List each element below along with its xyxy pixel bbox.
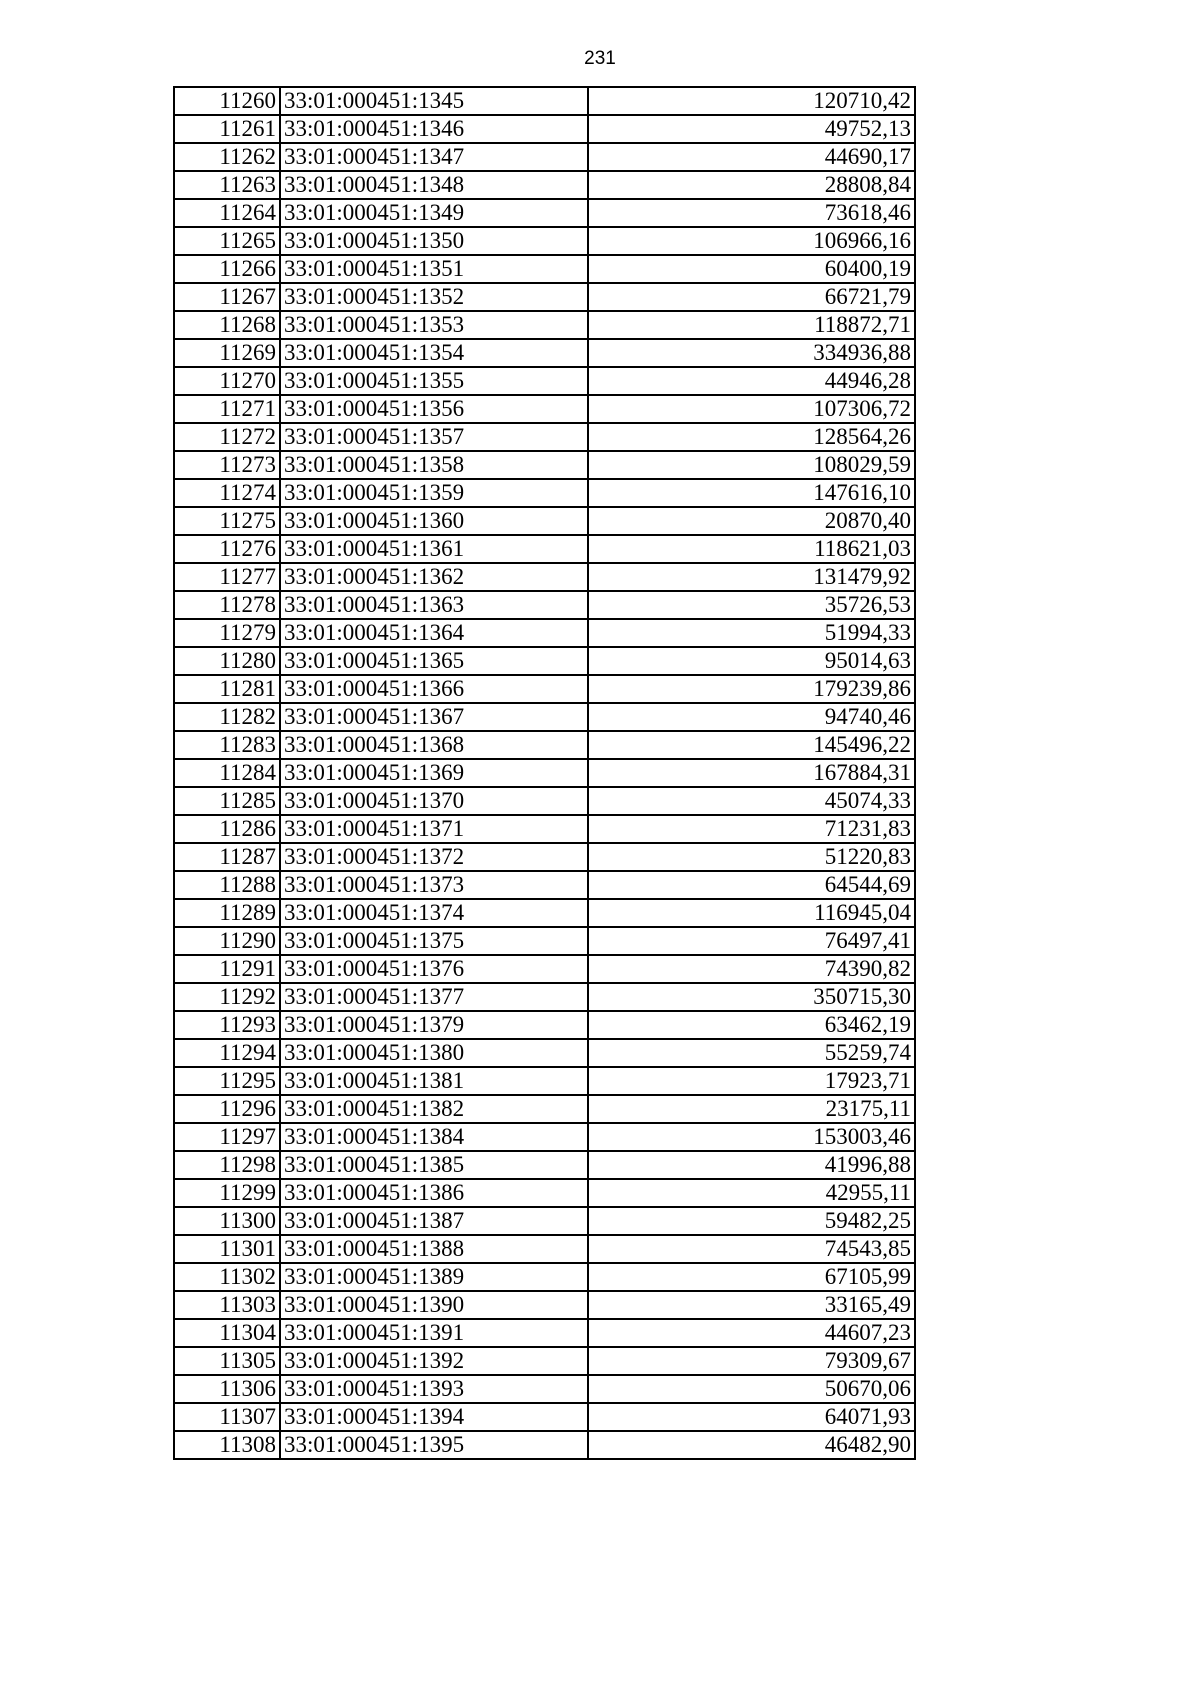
row-number-cell: 11285 xyxy=(174,787,280,815)
cadastral-number-cell: 33:01:000451:1376 xyxy=(280,955,588,983)
row-number-cell: 11300 xyxy=(174,1207,280,1235)
table-row xyxy=(174,255,915,283)
row-number-cell: 11306 xyxy=(174,1375,280,1403)
row-number-cell: 11267 xyxy=(174,283,280,311)
row-number-cell: 11303 xyxy=(174,1291,280,1319)
cadastral-value-cell: 79309,67 xyxy=(588,1347,915,1375)
cadastral-number-cell: 33:01:000451:1347 xyxy=(280,143,588,171)
cadastral-value-cell: 131479,92 xyxy=(588,563,915,591)
cadastral-number-cell: 33:01:000451:1388 xyxy=(280,1235,588,1263)
cadastral-value-cell: 108029,59 xyxy=(588,451,915,479)
cadastral-number-cell: 33:01:000451:1345 xyxy=(280,87,588,115)
table-row xyxy=(174,1403,915,1431)
cadastral-value-cell: 33165,49 xyxy=(588,1291,915,1319)
table-row xyxy=(174,367,915,395)
row-number-cell: 11296 xyxy=(174,1095,280,1123)
cadastral-number-cell: 33:01:000451:1371 xyxy=(280,815,588,843)
row-number-cell: 11275 xyxy=(174,507,280,535)
row-number-cell: 11261 xyxy=(174,115,280,143)
row-number-cell: 11282 xyxy=(174,703,280,731)
row-number-cell: 11269 xyxy=(174,339,280,367)
table-body xyxy=(174,87,915,1459)
cadastral-number-cell: 33:01:000451:1377 xyxy=(280,983,588,1011)
cadastral-value-cell: 20870,40 xyxy=(588,507,915,535)
row-number-cell: 11263 xyxy=(174,171,280,199)
row-number-cell: 11280 xyxy=(174,647,280,675)
cadastral-value-cell: 118621,03 xyxy=(588,535,915,563)
cadastral-number-cell: 33:01:000451:1391 xyxy=(280,1319,588,1347)
cadastral-value-cell: 334936,88 xyxy=(588,339,915,367)
table-row xyxy=(174,1151,915,1179)
cadastral-number-cell: 33:01:000451:1382 xyxy=(280,1095,588,1123)
row-number-cell: 11276 xyxy=(174,535,280,563)
cadastral-number-cell: 33:01:000451:1369 xyxy=(280,759,588,787)
cadastral-number-cell: 33:01:000451:1385 xyxy=(280,1151,588,1179)
cadastral-number-cell: 33:01:000451:1355 xyxy=(280,367,588,395)
cadastral-number-cell: 33:01:000451:1349 xyxy=(280,199,588,227)
row-number-cell: 11299 xyxy=(174,1179,280,1207)
cadastral-value-cell: 118872,71 xyxy=(588,311,915,339)
table-row xyxy=(174,899,915,927)
row-number-cell: 11290 xyxy=(174,927,280,955)
table-row xyxy=(174,1039,915,1067)
cadastral-number-cell: 33:01:000451:1351 xyxy=(280,255,588,283)
cadastral-value-cell: 28808,84 xyxy=(588,171,915,199)
row-number-cell: 11301 xyxy=(174,1235,280,1263)
table-row xyxy=(174,395,915,423)
cadastral-number-cell: 33:01:000451:1365 xyxy=(280,647,588,675)
table-row xyxy=(174,619,915,647)
cadastral-value-cell: 49752,13 xyxy=(588,115,915,143)
cadastral-value-cell: 63462,19 xyxy=(588,1011,915,1039)
cadastral-value-cell: 60400,19 xyxy=(588,255,915,283)
cadastral-value-cell: 44607,23 xyxy=(588,1319,915,1347)
cadastral-value-cell: 147616,10 xyxy=(588,479,915,507)
table-row xyxy=(174,1179,915,1207)
cadastral-number-cell: 33:01:000451:1387 xyxy=(280,1207,588,1235)
cadastral-value-cell: 44690,17 xyxy=(588,143,915,171)
cadastral-value-cell: 128564,26 xyxy=(588,423,915,451)
cadastral-number-cell: 33:01:000451:1350 xyxy=(280,227,588,255)
cadastral-number-cell: 33:01:000451:1366 xyxy=(280,675,588,703)
cadastral-value-cell: 116945,04 xyxy=(588,899,915,927)
table-row xyxy=(174,115,915,143)
cadastral-number-cell: 33:01:000451:1379 xyxy=(280,1011,588,1039)
row-number-cell: 11279 xyxy=(174,619,280,647)
cadastral-number-cell: 33:01:000451:1390 xyxy=(280,1291,588,1319)
row-number-cell: 11288 xyxy=(174,871,280,899)
cadastral-value-cell: 74390,82 xyxy=(588,955,915,983)
table-row xyxy=(174,983,915,1011)
cadastral-value-cell: 179239,86 xyxy=(588,675,915,703)
table-row xyxy=(174,1235,915,1263)
row-number-cell: 11270 xyxy=(174,367,280,395)
cadastral-value-cell: 74543,85 xyxy=(588,1235,915,1263)
cadastral-value-cell: 106966,16 xyxy=(588,227,915,255)
row-number-cell: 11284 xyxy=(174,759,280,787)
cadastral-value-cell: 51220,83 xyxy=(588,843,915,871)
cadastral-value-cell: 107306,72 xyxy=(588,395,915,423)
cadastral-value-cell: 50670,06 xyxy=(588,1375,915,1403)
cadastral-number-cell: 33:01:000451:1354 xyxy=(280,339,588,367)
table-row xyxy=(174,171,915,199)
cadastral-number-cell: 33:01:000451:1393 xyxy=(280,1375,588,1403)
row-number-cell: 11274 xyxy=(174,479,280,507)
cadastral-value-cell: 59482,25 xyxy=(588,1207,915,1235)
cadastral-number-cell: 33:01:000451:1363 xyxy=(280,591,588,619)
row-number-cell: 11266 xyxy=(174,255,280,283)
cadastral-number-cell: 33:01:000451:1357 xyxy=(280,423,588,451)
cadastral-number-cell: 33:01:000451:1368 xyxy=(280,731,588,759)
cadastral-value-cell: 167884,31 xyxy=(588,759,915,787)
table-row xyxy=(174,703,915,731)
cadastral-value-cell: 67105,99 xyxy=(588,1263,915,1291)
table-row xyxy=(174,339,915,367)
row-number-cell: 11294 xyxy=(174,1039,280,1067)
cadastral-number-cell: 33:01:000451:1360 xyxy=(280,507,588,535)
cadastral-value-cell: 45074,33 xyxy=(588,787,915,815)
page-number: 231 xyxy=(584,48,616,69)
row-number-cell: 11262 xyxy=(174,143,280,171)
cadastral-number-cell: 33:01:000451:1381 xyxy=(280,1067,588,1095)
row-number-cell: 11304 xyxy=(174,1319,280,1347)
table-row xyxy=(174,1067,915,1095)
cadastral-number-cell: 33:01:000451:1367 xyxy=(280,703,588,731)
cadastral-number-cell: 33:01:000451:1361 xyxy=(280,535,588,563)
cadastral-number-cell: 33:01:000451:1370 xyxy=(280,787,588,815)
row-number-cell: 11281 xyxy=(174,675,280,703)
table-row xyxy=(174,199,915,227)
cadastral-number-cell: 33:01:000451:1348 xyxy=(280,171,588,199)
table-row xyxy=(174,955,915,983)
cadastral-value-table xyxy=(173,86,916,1460)
cadastral-value-cell: 64071,93 xyxy=(588,1403,915,1431)
row-number-cell: 11289 xyxy=(174,899,280,927)
row-number-cell: 11308 xyxy=(174,1431,280,1459)
table-row xyxy=(174,927,915,955)
table-row xyxy=(174,1375,915,1403)
cadastral-value-cell: 73618,46 xyxy=(588,199,915,227)
cadastral-number-cell: 33:01:000451:1375 xyxy=(280,927,588,955)
cadastral-value-cell: 44946,28 xyxy=(588,367,915,395)
cadastral-number-cell: 33:01:000451:1362 xyxy=(280,563,588,591)
table-row xyxy=(174,507,915,535)
table-row xyxy=(174,563,915,591)
row-number-cell: 11260 xyxy=(174,87,280,115)
table-row xyxy=(174,647,915,675)
cadastral-number-cell: 33:01:000451:1373 xyxy=(280,871,588,899)
table-row xyxy=(174,759,915,787)
table-row xyxy=(174,675,915,703)
cadastral-value-cell: 66721,79 xyxy=(588,283,915,311)
cadastral-number-cell: 33:01:000451:1356 xyxy=(280,395,588,423)
row-number-cell: 11268 xyxy=(174,311,280,339)
row-number-cell: 11273 xyxy=(174,451,280,479)
table-row xyxy=(174,1011,915,1039)
table-row xyxy=(174,1319,915,1347)
cadastral-value-cell: 51994,33 xyxy=(588,619,915,647)
cadastral-value-cell: 64544,69 xyxy=(588,871,915,899)
cadastral-number-cell: 33:01:000451:1352 xyxy=(280,283,588,311)
cadastral-value-cell: 46482,90 xyxy=(588,1431,915,1459)
cadastral-value-cell: 35726,53 xyxy=(588,591,915,619)
cadastral-number-cell: 33:01:000451:1372 xyxy=(280,843,588,871)
cadastral-number-cell: 33:01:000451:1358 xyxy=(280,451,588,479)
cadastral-value-cell: 95014,63 xyxy=(588,647,915,675)
table-row xyxy=(174,1123,915,1151)
cadastral-number-cell: 33:01:000451:1386 xyxy=(280,1179,588,1207)
table-row xyxy=(174,451,915,479)
row-number-cell: 11298 xyxy=(174,1151,280,1179)
table-row xyxy=(174,311,915,339)
cadastral-value-cell: 42955,11 xyxy=(588,1179,915,1207)
table-row xyxy=(174,1431,915,1459)
table-row xyxy=(174,871,915,899)
cadastral-number-cell: 33:01:000451:1364 xyxy=(280,619,588,647)
cadastral-value-cell: 17923,71 xyxy=(588,1067,915,1095)
row-number-cell: 11283 xyxy=(174,731,280,759)
table-row xyxy=(174,1291,915,1319)
cadastral-value-cell: 145496,22 xyxy=(588,731,915,759)
row-number-cell: 11287 xyxy=(174,843,280,871)
row-number-cell: 11307 xyxy=(174,1403,280,1431)
row-number-cell: 11278 xyxy=(174,591,280,619)
cadastral-value-cell: 71231,83 xyxy=(588,815,915,843)
cadastral-number-cell: 33:01:000451:1389 xyxy=(280,1263,588,1291)
cadastral-value-cell: 94740,46 xyxy=(588,703,915,731)
table-row xyxy=(174,1207,915,1235)
row-number-cell: 11305 xyxy=(174,1347,280,1375)
row-number-cell: 11265 xyxy=(174,227,280,255)
table-row xyxy=(174,591,915,619)
row-number-cell: 11291 xyxy=(174,955,280,983)
cadastral-number-cell: 33:01:000451:1394 xyxy=(280,1403,588,1431)
table-row xyxy=(174,535,915,563)
cadastral-number-cell: 33:01:000451:1395 xyxy=(280,1431,588,1459)
row-number-cell: 11302 xyxy=(174,1263,280,1291)
table-row xyxy=(174,815,915,843)
table-row xyxy=(174,227,915,255)
row-number-cell: 11286 xyxy=(174,815,280,843)
cadastral-number-cell: 33:01:000451:1346 xyxy=(280,115,588,143)
row-number-cell: 11272 xyxy=(174,423,280,451)
cadastral-value-cell: 23175,11 xyxy=(588,1095,915,1123)
cadastral-number-cell: 33:01:000451:1392 xyxy=(280,1347,588,1375)
row-number-cell: 11292 xyxy=(174,983,280,1011)
table-row xyxy=(174,423,915,451)
row-number-cell: 11271 xyxy=(174,395,280,423)
cadastral-number-cell: 33:01:000451:1359 xyxy=(280,479,588,507)
table-row xyxy=(174,1263,915,1291)
table-row xyxy=(174,787,915,815)
cadastral-value-cell: 76497,41 xyxy=(588,927,915,955)
cadastral-value-cell: 41996,88 xyxy=(588,1151,915,1179)
row-number-cell: 11277 xyxy=(174,563,280,591)
cadastral-number-cell: 33:01:000451:1353 xyxy=(280,311,588,339)
row-number-cell: 11293 xyxy=(174,1011,280,1039)
table-row xyxy=(174,1095,915,1123)
row-number-cell: 11264 xyxy=(174,199,280,227)
table-row xyxy=(174,1347,915,1375)
table-row xyxy=(174,843,915,871)
table-row xyxy=(174,283,915,311)
cadastral-value-cell: 153003,46 xyxy=(588,1123,915,1151)
cadastral-value-cell: 350715,30 xyxy=(588,983,915,1011)
row-number-cell: 11297 xyxy=(174,1123,280,1151)
table-row xyxy=(174,87,915,115)
cadastral-number-cell: 33:01:000451:1380 xyxy=(280,1039,588,1067)
table-row xyxy=(174,479,915,507)
table-row xyxy=(174,731,915,759)
cadastral-value-cell: 55259,74 xyxy=(588,1039,915,1067)
cadastral-number-cell: 33:01:000451:1374 xyxy=(280,899,588,927)
row-number-cell: 11295 xyxy=(174,1067,280,1095)
table-row xyxy=(174,143,915,171)
cadastral-number-cell: 33:01:000451:1384 xyxy=(280,1123,588,1151)
cadastral-value-cell: 120710,42 xyxy=(588,87,915,115)
